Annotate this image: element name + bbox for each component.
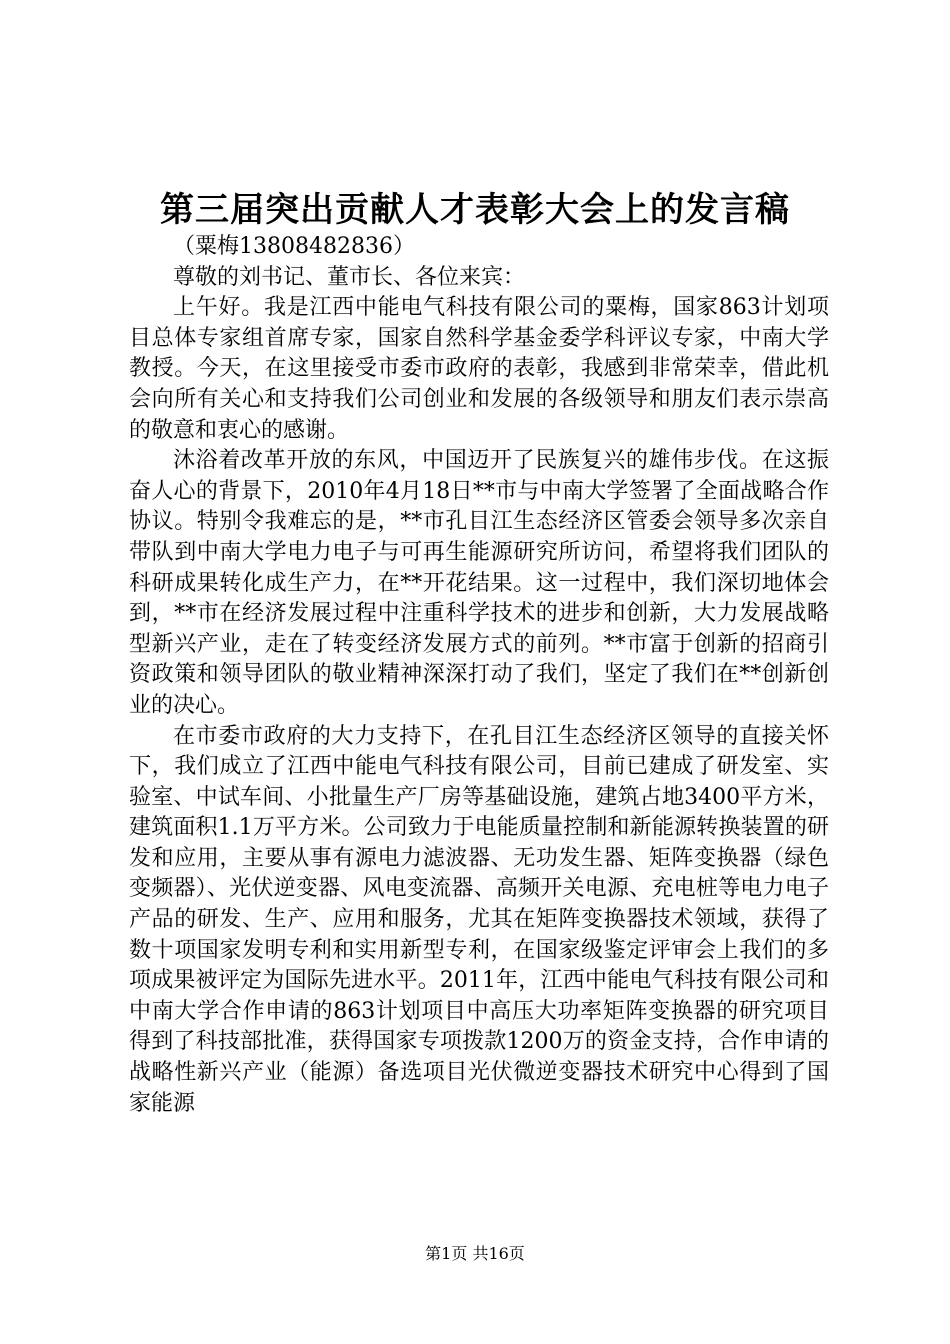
paragraph-company: 在市委市政府的大力支持下，在孔目江生态经济区领导的直接关怀下，我们成立了江西中能电气科技有限公司，目前已建成了研发室、实验室、中试车间、小批量生产厂房等基础设施，建筑占地3400平方米，建筑面积1.1万平方米。公司致力于电能质量控制和新能源转换装置的研发和应用，主要从事有源电力滤波器、无功发生器、矩阵变换器（绿色变频器）、光伏逆变器、风电变流器、高频开关电源、充电桩等电力电子产品的研发、生产、应用和服务，尤其在矩阵变换器技术领域，获得了数十项国家发明专利和实用新型专利，在国家级鉴定评审会上我们的多项成果被评定为国际先进水平。2011年，江西中能电气科技有限公司和中南大学合作申请的863计划项目中高压大功率矩阵变换器的研究项目得到了科技部批准，获得国家专项拨款1200万的资金支持，合作申请的战略性新兴产业（能源）备选项目光伏微逆变器技术研究中心得到了国家能源: [129, 723, 829, 1116]
author-line: （粟梅13808482836）: [173, 234, 415, 259]
page-footer: 第1页 共16页: [425, 1244, 525, 1263]
document-body: [129, 232, 829, 1119]
salutation: 尊敬的刘书记、董市长、各位来宾：: [173, 264, 526, 290]
paragraph-greeting: 上午好。我是江西中能电气科技有限公司的粟梅，国家863计划项目总体专家组首席专家，国家自然科学基金委学科评议专家，中南大学教授。今天，在这里接受市委市政府的表彰，我感到非常荣幸，借此机会向所有关心和支持我们公司创业和发展的各级领导和朋友们表示崇高的敬意和衷心的感谢。: [129, 295, 829, 443]
paragraph-cooperation: 沐浴着改革开放的东风，中国迈开了民族复兴的雄伟步伐。在这振奋人心的背景下，2010年4月18日**市与中南大学签署了全面战略合作协议。特别令我难忘的是，**市孔目江生态经济区管委会领导多次亲自带队到中南大学电力电子与可再生能源研究所访问，希望将我们团队的科研成果转化成生产力，在**开花结果。这一过程中，我们深切地体会到，**市在经济发展过程中注重科学技术的进步和创新，大力发展战略型新兴产业，走在了转变经济发展方式的前列。**市富于创新的招商引资政策和领导团队的敬业精神深深打动了我们，坚定了我们在**创新创业的决心。: [129, 448, 829, 718]
document-title: 第三届突出贡献人才表彰大会上的发言稿: [160, 190, 790, 230]
